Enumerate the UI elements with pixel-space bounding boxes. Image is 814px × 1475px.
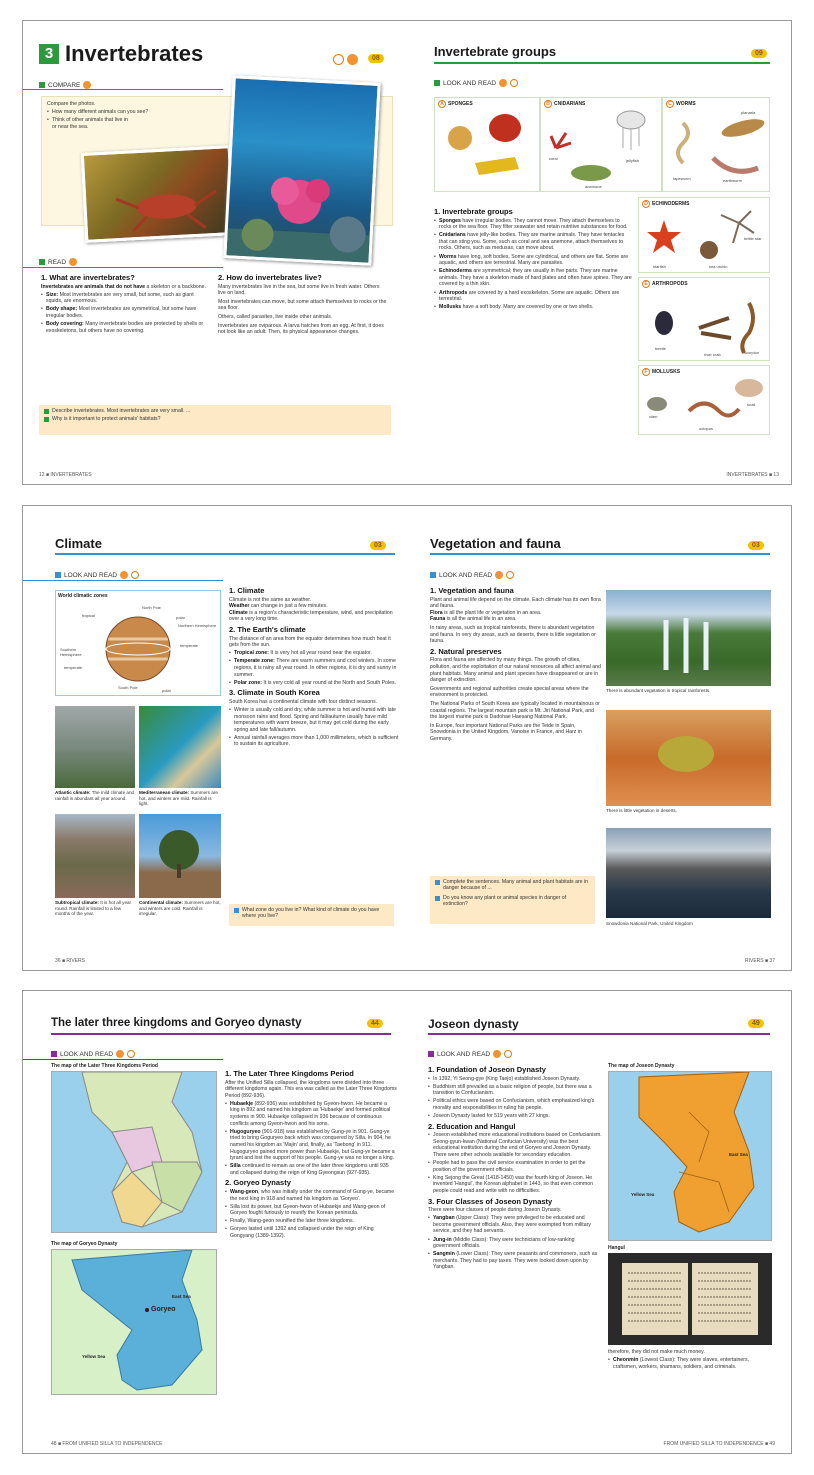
atlantic-caption: Atlantic climate: The mild climate and rainfall is abundant all year around. <box>55 790 135 801</box>
map-three-kingdoms <box>51 1071 217 1233</box>
map-joseon-title: The map of Joseon Dynasty <box>608 1063 675 1069</box>
mediterranean-photo <box>139 706 221 788</box>
page-badge: 08 <box>368 54 384 63</box>
continental-photo <box>139 814 221 898</box>
group-mollusks: F MOLLUSKS snail clam octopus <box>638 365 770 435</box>
invertebrate-groups-text: 1. Invertebrate groups • Sponges have irregular bodies. They cannot move. They attach themselves to rocks or the sea floor. They filter seawater and retain nutritive substances for food. • Cnidarians have jelly-like bodies. They are marine animals. They have tentacles that can sting you. Some, such as coral and sea anemone, attach themselves to rocks. Others, such as medusas, can move about. • Worms have long, soft bodies. Some are cylindrical, and others are flat. Some are aquatic, and others are terrestrial. Many are parasites. • Echinoderms are symmetrical; they are usually in five parts. They are marine animals. They have a skeleton made of hard plates and often have spines. They are covered by a thin skin. • Arthropods are covered by a hard exoskeleton. Some are aquatic. Others are terrestrial. • Mollusks have a soft body. Many are covered by one or two shells. <box>434 205 632 311</box>
group-cnidarians: B CNIDARIANS coral jellyfish anemone <box>540 97 662 192</box>
page-badge: 03 <box>748 541 764 550</box>
page-footer: FROM UNIFIED SILLA TO INDEPENDENCE ■ 49 <box>663 1441 775 1447</box>
snowdonia-caption: Snowdonia National Park, United Kingdom <box>606 921 693 926</box>
hangul-title: Hangul <box>608 1245 625 1251</box>
page-title: Invertebrates <box>65 41 204 66</box>
page-footer: 12 ■ INVERTEBRATES <box>39 472 92 478</box>
subtropical-photo <box>55 814 135 898</box>
questions-box: Complete the sentences. Many animal and plant habitats are in danger because of ... Do you know any plant or animal species in danger of extinction? <box>430 876 595 924</box>
desert-photo <box>606 710 771 806</box>
spread-climate <box>22 505 792 971</box>
group-arthropods: E ARTHROPODS beetle river crab scorpion <box>638 277 770 361</box>
later-kingdoms-text: 1. The Later Three Kingdoms Period After the Unified Silla collapsed, the kingdoms were divided into three different kingdoms again. This era was called as the Later Three Kingdoms Period (892-936). • Hubaekje (892-936) was established by Gyeon-hwon. He became a king in 892 and named his kingdom as 'Hubaekje' and formed political systems in 900. Hubaekje collapsed in 936 because of continuous conflicts among Gyeon-hwon and his sons. • Hugoguryeo (901-918) was established by Gung-ye in 901. Gung-ye tried to bring Goguryeo back which was conquered by Silla. In 904, he named his kingdom as 'Majin' and, finally, as 'Taebong' in 911. Hugoguryeo gained more power than Hubaekje, but Gung-ye became a tyrant and lost the support of his people. Gung-ye was no longer a king. • Silla continued to remain as one of the later three kingdoms until 935 and collapsed during the reign of King Gyeongsun (927-935). 2. Goryeo Dynasty • Wang-geon, who was initially under the command of Gung-ye, became the next king in 918 and named his kingdom as 'Goryeo'. • Silla lost its power, but Gyeon-hwon of Hubaekje and Wang-geon of Goryeo fought furiously to reunify the Korean peninsula. • Finally, Wang-geon reunified the later three kingdoms. • Goryeo lasted until 1392 and collapsed under the reign of King Gongyang (1389-1392). <box>225 1067 397 1240</box>
mediterranean-caption: Mediterranean climate: Summers are hot, and winters are mild. Rainfall is light. <box>139 790 218 807</box>
look-and-read-tag: LOOK AND READ <box>51 1050 135 1058</box>
group-echinoderms: D ECHINODERMS brittle star starfish sea urchin <box>638 197 770 273</box>
continental-caption: Continental climate: Summers are hot, and winters are cold. Rainfall is irregular. <box>139 900 221 917</box>
page-title: Climate <box>55 536 102 551</box>
read-tag: READ <box>39 258 77 266</box>
page-invertebrates <box>23 21 408 484</box>
page-badge: 03 <box>370 541 386 550</box>
page-footer: RIVERS ■ 37 <box>745 958 775 964</box>
hangul-book-photo <box>608 1253 772 1345</box>
how-invertebrates-live: 2. How do invertebrates live? Many invertebrates live in the sea, but some live in fresh water. Others live on land. Most invertebrates can move, but some attach themselves to rocks or the sea floor. Others, called parasites, live inside other animals. Invertebrates are oviparous. A larva hatches from an egg. At first, it does not look like an adult. Then, its physical appearance changes. <box>218 273 387 336</box>
page-footer: INVERTEBRATES ■ 13 <box>726 472 779 478</box>
rainforest-photo <box>606 590 771 686</box>
page-badge: 09 <box>751 49 767 58</box>
questions-box: Describe invertebrates. Most invertebrates are very small. ... Why is it important to protect animals' habitats? <box>39 405 391 435</box>
page-title: The later three kingdoms and Goryeo dynasty <box>51 1017 302 1029</box>
page-joseon-dynasty <box>408 991 792 1453</box>
page-badge: 49 <box>748 1019 764 1028</box>
map-joseon: East Sea Yellow Sea <box>608 1071 772 1241</box>
activity-icons <box>333 54 358 65</box>
page-badge: 44 <box>367 1019 383 1028</box>
page-title: Vegetation and fauna <box>430 536 561 551</box>
what-are-invertebrates: 1. What are invertebrates? Invertebrates are animals that do not have a skeleton or a backbone. • Size: Most invertebrates are very small, but some, such as giant squids, are enormous. • Body shape: Most invertebrates are symmetrical, but some have irregular bodies. • Body covering: Many invertebrate bodies are protected by shells or exoskeletons, but others have no covering. <box>41 271 211 334</box>
page-title: Joseon dynasty <box>428 1017 519 1031</box>
compare-tag: COMPARE <box>39 81 91 89</box>
page-later-three-kingdoms <box>23 991 408 1453</box>
coral-reef-photo <box>223 75 380 265</box>
joseon-text: 1. Foundation of Joseon Dynasty • In 1392, Yi Seong-gye (King Taejo) established Joseon Dynasty. • Buddhism still prevailed as a basic religion of people, but there was a transition to Confucianism. • Political ethics were based on Confucianism, which emphasized king's morality and responsibilities in ruling his people. • Joseon Dynasty lasted for 519 years with 27 kings. 2. Education and Hangul • Joseon established more educational institutions based on Confucianism. Seong-gyun-kwan (National Confucian University) was the best educational institution during the end of Goryeo and Joseon Dynasty. There were other schools available for secondary education. • People had to pass the civil service examination in order to get the position of the government officials. • King Sejong the Great (1418-1450) was the fourth king of Joseon. He invented 'Hangul', the Korean alphabet in 1443, so that even common people could read and write with no difficulties. 3. Four Classes of Joseon Dynasty There were four classes of people during Joseon Dynasty. • Yangban (Upper Class): They were privileged to be educated and become government officials. Also, they were exempted from military service, and they had servants. • Jung-in (Middle Class): They were technicians of low-ranking government officials. • Sangmin (Lower Class): They were peasants and commoners, such as merchants. They had to pay taxes. They were looked down upon by Yangban. <box>428 1063 602 1271</box>
spread-invertebrates <box>22 20 792 485</box>
rainforest-caption: There is abundant vegetation in tropical rainforests. <box>606 688 711 693</box>
page-title: Invertebrate groups <box>434 44 557 59</box>
snowdonia-photo <box>606 828 771 918</box>
page-footer: 36 ■ RIVERS <box>55 958 85 964</box>
chapter-number: 3 <box>39 44 59 64</box>
page-invertebrate-groups <box>408 21 792 484</box>
subtropical-caption: Subtropical climate: It is hot all year round. Rainfall is limited to a few months of the year. <box>55 900 132 917</box>
vegetation-text: 1. Vegetation and fauna Plant and animal life depend on the climate. Each climate has its own flora and fauna. Flora is all the plant life or vegetation in an area. Fauna is all the animal life in an area. In rainy areas, such as tropical rainforests, there is abundant vegetation and fauna. In very dry areas, such as deserts, there is little vegetation or fauna. 2. Natural preserves Flora and fauna are affected by many things. The growth of cities, pollution, and the exploitation of our natural resources all affect animal and plant habitats. Many animal and plant species have disappeared or are in danger of extinction. Governments and regional authorities create special areas where the environment is protected. The National Parks of South Korea are typically located in mountainous or coastal regions. The largest mountain park is Mt. Jiri National Park, and the largest marine park is Dadohae Haesang National Park. In Europe, four important National Parks are the Teide in Spain, Snowdonia in the United Kingdom, Vanoise in France, and Harz in Germany. <box>430 586 601 742</box>
desert-caption: There is little vegetation in deserts. <box>606 808 677 813</box>
map-three-kingdoms-title: The map of the Later Three Kingdoms Period <box>51 1063 158 1069</box>
map-goryeo-title: The map of Goryeo Dynasty <box>51 1241 118 1247</box>
page-vegetation-fauna <box>408 506 792 970</box>
look-and-read-tag: LOOK AND READ <box>55 571 139 579</box>
look-and-read-tag: LOOK AND READ <box>434 79 518 87</box>
look-and-read-tag: LOOK AND READ <box>428 1050 512 1058</box>
cheonmin-text: therefore, they did not make much money. • Cheonmin (Lowest Class): They were slaves, entertainers, craftsmen, workers, shamans, soldiers, and criminals. <box>608 1349 774 1370</box>
map-goryeo: East Sea Yellow Sea Goryeo <box>51 1249 217 1395</box>
spread-history <box>22 990 792 1454</box>
compare-text: Compare the photos. • How many different animals can you see? • Think of other animals that live in or near the sea. <box>47 101 217 130</box>
group-worms: C WORMS planaria tapeworm earthworm <box>662 97 770 192</box>
climate-text: 1. Climate Climate is not the same as weather. Weather can change in just a few minutes. Climate is a region's characteristic temperature, wind, and precipitation over a very long time. 2. The Earth's climate The distance of an area from the equator determines how much heat it gets from the sun. • Tropical zone: It is very hot all year round near the equator. • Temperate zone: There are warm summers and cool winters. In some regions, it is rainy all year round. In other regions, it is dry and sunny in summer. • Polar zone: It is very cold all year round at the North and South Poles. 3. Climate in South Korea South Korea has a continental climate with four distinct seasons. • Winter is usually cold and dry, while summer is hot and humid with late monsoon rains and flood. Spring and fall/autumn usually have mild temperatures with warm breeze, but it may get cold during the early spring and late fall/autumn. • Annual rainfall averages more than 1,000 millimeters, which is sufficient to sustain its agriculture. <box>229 584 399 748</box>
group-sponges: A SPONGES <box>434 97 540 192</box>
atlantic-photo <box>55 706 135 788</box>
world-climatic-zones: World climatic zones tropical North Pole polar Northern Hemisphere temperate Southern Hemisphere temperate South Pole polar <box>55 590 221 696</box>
crab-photo <box>81 145 236 243</box>
page-footer: 48 ■ FROM UNIFIED SILLA TO INDEPENDENCE <box>51 1441 163 1447</box>
look-and-read-tag: LOOK AND READ <box>430 571 514 579</box>
question-box: What zone do you live in? What kind of climate do you have where you live? <box>229 904 394 926</box>
page-climate <box>23 506 408 970</box>
